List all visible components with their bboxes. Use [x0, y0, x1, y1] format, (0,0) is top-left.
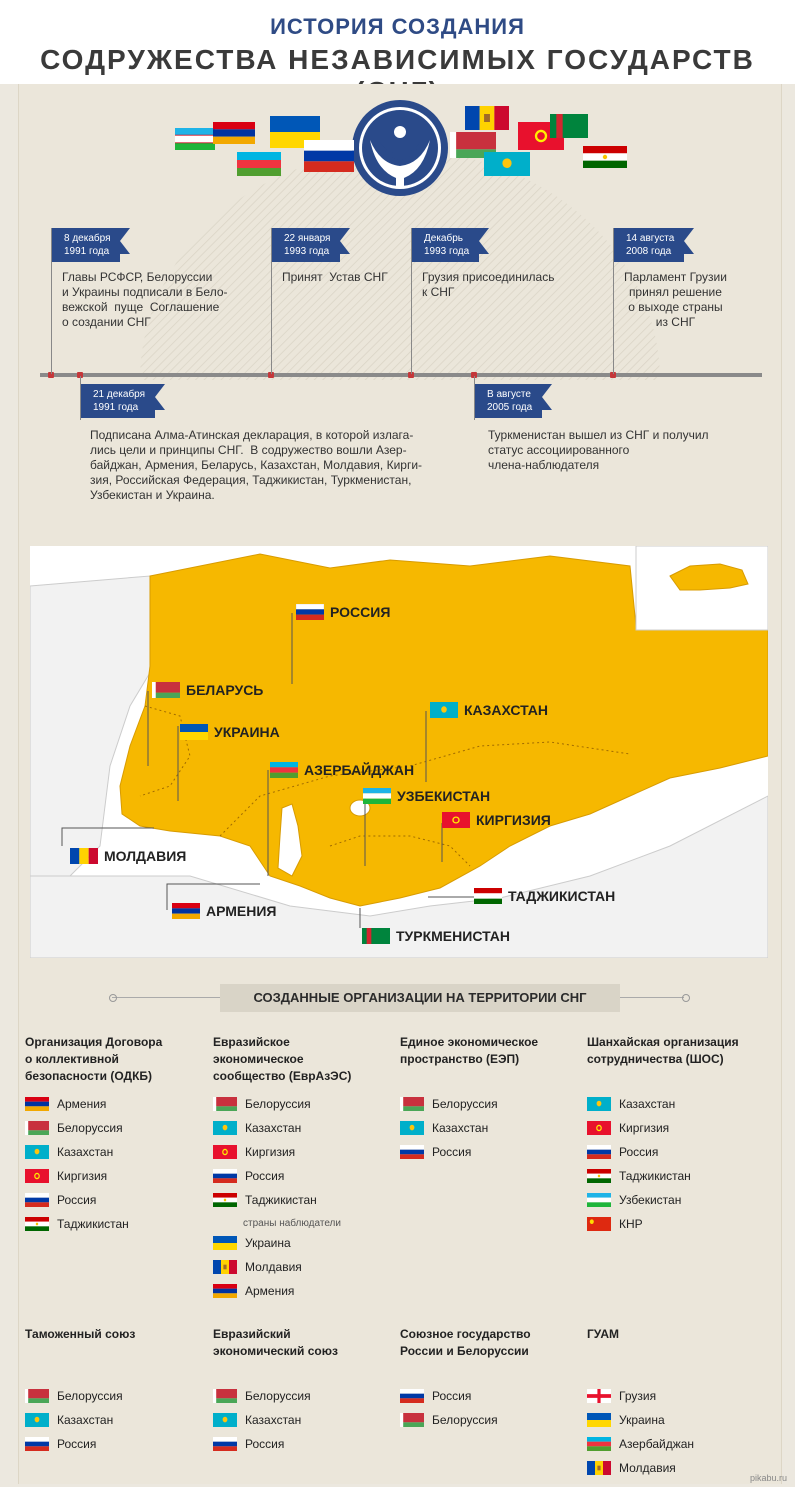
flag-azerbaijan-icon [237, 152, 281, 176]
flag-turkmenistan-icon [362, 928, 390, 944]
org-member-name: Таджикистан [57, 1217, 129, 1231]
flag-russia-icon [25, 1437, 49, 1451]
org-member [213, 1188, 383, 1212]
org-member [587, 1212, 757, 1236]
org-member-name: Армения [57, 1097, 107, 1111]
org-member-name: Белоруссия [432, 1097, 498, 1111]
flag-russia-icon [213, 1437, 237, 1451]
page-subtitle: ИСТОРИЯ СОЗДАНИЯ [270, 14, 525, 39]
org-member-name: Казахстан [57, 1145, 114, 1159]
divider [112, 997, 222, 998]
flag-azerbaijan-icon [270, 762, 298, 778]
orgs-title: СОЗДАННЫЕ ОРГАНИЗАЦИИ НА ТЕРРИТОРИИ СНГ [220, 984, 620, 1012]
map [30, 546, 768, 958]
flag-kazakhstan-icon [587, 1097, 611, 1111]
org-member-name: Киргизия [619, 1121, 670, 1135]
flag-belarus-icon [25, 1121, 49, 1135]
org-member [25, 1116, 195, 1140]
org-member-name: Россия [245, 1169, 285, 1183]
event-date-1: 8 декабря 1991 года [52, 228, 120, 262]
map-label-turkmenistan [362, 928, 510, 944]
event-date-4: Декабрь 1993 года [412, 228, 479, 262]
org-title: Организация Договора о коллективной безопасности (ОДКБ) [25, 1035, 163, 1083]
flag-kyrgyzstan-icon [25, 1169, 49, 1183]
org-member [400, 1408, 570, 1432]
org-member [213, 1279, 383, 1303]
flag-georgia-icon [587, 1389, 611, 1403]
org-block [213, 1326, 383, 1456]
org-member-name: Молдавия [245, 1260, 302, 1274]
org-member [213, 1140, 383, 1164]
event-text-4: Грузия присоединилась к СНГ [422, 270, 555, 299]
flag-moldova-icon [70, 848, 98, 864]
flag-belarus-icon [400, 1097, 424, 1111]
org-member [587, 1188, 757, 1212]
map-label-text: УКРАИНА [214, 724, 280, 740]
org-member-name: Таджикистан [245, 1193, 317, 1207]
cis-emblem [350, 98, 450, 198]
observers-label: страны наблюдатели [243, 1218, 341, 1229]
orgs-section-header [30, 984, 768, 1014]
map-label-text: ТУРКМЕНИСТАН [396, 928, 510, 944]
org-member-name: Узбекистан [619, 1193, 682, 1207]
org-member-name: Россия [57, 1193, 97, 1207]
org-member-name: Казахстан [245, 1121, 302, 1135]
org-member-name: Россия [619, 1145, 659, 1159]
org-member [25, 1164, 195, 1188]
org-block [587, 1326, 757, 1480]
org-block [25, 1326, 195, 1456]
org-title: ГУАМ [587, 1327, 620, 1341]
event-text-6: Парламент Грузии принял решение о выходе страны из СНГ [624, 270, 727, 329]
flag-china-icon [587, 1217, 611, 1231]
flag-russia-icon [213, 1169, 237, 1183]
flag-belarus-icon [213, 1097, 237, 1111]
org-block [213, 1034, 383, 1303]
flag-tajikistan-icon [583, 146, 627, 168]
org-member-name: Казахстан [432, 1121, 489, 1135]
org-member [587, 1408, 757, 1432]
org-member [587, 1164, 757, 1188]
flag-russia-icon [296, 604, 324, 620]
map-label-text: АРМЕНИЯ [206, 903, 277, 919]
org-member [213, 1384, 383, 1408]
org-member-name: Украина [245, 1236, 291, 1250]
divider-dot [109, 994, 117, 1002]
flag-kyrgyzstan-icon [442, 812, 470, 828]
map-label-text: УЗБЕКИСТАН [397, 788, 491, 804]
map-shapes [30, 546, 768, 958]
org-member [213, 1092, 383, 1116]
map-label-text: ТАДЖИКИСТАН [508, 888, 616, 904]
event-text-1: Главы РСФСР, Белоруссии и Украины подписали в Бело- вежской пуще Соглашение о создании СНГ [62, 270, 228, 329]
flag-tajikistan-icon [587, 1169, 611, 1183]
flag-belarus-icon [152, 682, 180, 698]
org-member [587, 1116, 757, 1140]
map-label-text: КАЗАХСТАН [464, 702, 548, 718]
event-date-6: 14 августа 2008 года [614, 228, 684, 262]
map-label-russia [296, 604, 390, 620]
map-label-text: КИРГИЗИЯ [476, 812, 551, 828]
org-title: Шанхайская организация сотрудничества (ШОС) [587, 1035, 739, 1066]
org-member [587, 1432, 757, 1456]
org-member [213, 1116, 383, 1140]
org-block [400, 1034, 570, 1164]
flag-kazakhstan-icon [25, 1145, 49, 1159]
flag-russia-icon [587, 1145, 611, 1159]
org-block [400, 1326, 570, 1432]
org-member-name: Таджикистан [619, 1169, 691, 1183]
org-member [400, 1140, 570, 1164]
org-member [25, 1408, 195, 1432]
org-member-name: Белоруссия [432, 1413, 498, 1427]
flag-belarus-icon [400, 1413, 424, 1427]
org-member-name: Россия [432, 1145, 472, 1159]
org-title: Единое экономическое пространство (ЕЭП) [400, 1035, 539, 1066]
flag-armenia-icon [172, 903, 200, 919]
org-member [213, 1408, 383, 1432]
org-member [213, 1255, 383, 1279]
flag-belarus-icon [25, 1389, 49, 1403]
flag-russia-icon [400, 1389, 424, 1403]
org-member-name: Россия [432, 1389, 472, 1403]
flag-kazakhstan-icon [213, 1121, 237, 1135]
org-member-name: Казахстан [619, 1097, 676, 1111]
org-member [25, 1384, 195, 1408]
map-label-text: МОЛДАВИЯ [104, 848, 187, 864]
map-label-text: БЕЛАРУСЬ [186, 682, 264, 698]
org-member-name: Киргизия [57, 1169, 108, 1183]
map-label-text: АЗЕРБАЙДЖАН [304, 762, 415, 778]
org-member [213, 1164, 383, 1188]
event-text-3: Принят Устав СНГ [282, 270, 388, 284]
map-label-moldova [70, 848, 186, 864]
flag-uzbekistan-icon [587, 1193, 611, 1207]
org-member-name: Белоруссия [245, 1389, 311, 1403]
org-member-name: Киргизия [245, 1145, 296, 1159]
flag-ukraine-icon [180, 724, 208, 740]
event-text-5: Туркменистан вышел из СНГ и получил статус ассоциированного члена-наблюдателя [488, 428, 709, 472]
org-member [25, 1140, 195, 1164]
flag-moldova-icon [587, 1461, 611, 1475]
org-member-name: Молдавия [619, 1461, 676, 1475]
flag-armenia-icon [25, 1097, 49, 1111]
org-title: Таможенный союз [25, 1327, 136, 1341]
flag-tajikistan-icon [213, 1193, 237, 1207]
flag-moldova-icon [465, 106, 509, 130]
org-block [587, 1034, 757, 1236]
org-title: Евразийский экономический союз [213, 1327, 338, 1358]
org-member-name: Армения [245, 1284, 295, 1298]
event-date-5: В августе 2005 года [475, 384, 542, 418]
divider-dot [682, 994, 690, 1002]
org-member-name: Белоруссия [245, 1097, 311, 1111]
map-label-armenia [172, 903, 277, 919]
map-label-kyrgyzstan [442, 812, 551, 828]
flag-armenia-icon [213, 122, 255, 144]
flag-kazakhstan-icon [484, 152, 530, 176]
flag-kazakhstan-icon [25, 1413, 49, 1427]
flag-kazakhstan-icon [430, 702, 458, 718]
flag-kyrgyzstan-icon [213, 1145, 237, 1159]
org-member [400, 1384, 570, 1408]
map-label-tajikistan [474, 888, 615, 904]
org-member [587, 1456, 757, 1480]
map-label-kazakhstan [430, 702, 548, 718]
flag-tajikistan-icon [25, 1217, 49, 1231]
flag-russia-icon [304, 140, 354, 172]
org-member-name: Украина [619, 1413, 665, 1427]
org-member-name: Белоруссия [57, 1121, 123, 1135]
org-member-name: Грузия [619, 1389, 657, 1403]
flag-moldova-icon [213, 1260, 237, 1274]
flag-kyrgyzstan-icon [587, 1121, 611, 1135]
org-member-name: Казахстан [245, 1413, 302, 1427]
event-text-2: Подписана Алма-Атинская декларация, в которой излага- лись цели и принципы СНГ. В содружество вошли Азер- байджан, Армения, Беларусь, Казахстан, Молдавия, Кирги- зия, Российская Федерация, Таджикистан, Туркменистан, Узбекистан и Украина. [90, 428, 423, 502]
org-member-name: Казахстан [57, 1413, 114, 1427]
org-block [25, 1034, 195, 1236]
org-member-name: Россия [245, 1437, 285, 1451]
event-date-2: 21 декабря 1991 года [81, 384, 155, 418]
org-member [25, 1432, 195, 1456]
timeline-axis [40, 373, 762, 377]
org-title: Евразийское экономическое сообщество (ЕврАзЭС) [213, 1035, 352, 1083]
divider [618, 997, 684, 998]
flag-tajikistan-icon [474, 888, 502, 904]
org-member [25, 1188, 195, 1212]
org-member [213, 1432, 383, 1456]
org-member [587, 1092, 757, 1116]
org-member [25, 1212, 195, 1236]
event-date-3: 22 января 1993 года [272, 228, 340, 262]
flag-uzbekistan-icon [175, 128, 215, 150]
flag-russia-icon [400, 1145, 424, 1159]
flag-turkmenistan-icon [550, 114, 588, 138]
org-member [587, 1384, 757, 1408]
flag-ukraine-icon [587, 1413, 611, 1427]
flag-kazakhstan-icon [213, 1413, 237, 1427]
flag-uzbekistan-icon [363, 788, 391, 804]
page-title: СОДРУЖЕСТВА НЕЗАВИСИМЫХ ГОСУДАРСТВ [40, 44, 755, 75]
org-member [400, 1116, 570, 1140]
map-label-ukraine [180, 724, 280, 740]
watermark: pikabu.ru [749, 1473, 787, 1483]
org-member-name: Белоруссия [57, 1389, 123, 1403]
flag-azerbaijan-icon [587, 1437, 611, 1451]
map-label-uzbekistan [363, 788, 490, 804]
map-label-text: РОССИЯ [330, 604, 391, 620]
flag-russia-icon [25, 1193, 49, 1207]
map-label-belarus [152, 682, 263, 698]
flag-kazakhstan-icon [400, 1121, 424, 1135]
org-title: Союзное государство России и Белоруссии [400, 1327, 531, 1358]
org-member [25, 1092, 195, 1116]
flag-ukraine-icon [213, 1236, 237, 1250]
org-member [400, 1092, 570, 1116]
org-member-name: КНР [619, 1217, 643, 1231]
flag-belarus-icon [213, 1389, 237, 1403]
flag-armenia-icon [213, 1284, 237, 1298]
org-member-name: Азербайджан [619, 1437, 695, 1451]
org-member-name: Россия [57, 1437, 97, 1451]
org-member [587, 1140, 757, 1164]
map-label-azerbaijan [270, 762, 414, 778]
org-member [213, 1231, 383, 1255]
